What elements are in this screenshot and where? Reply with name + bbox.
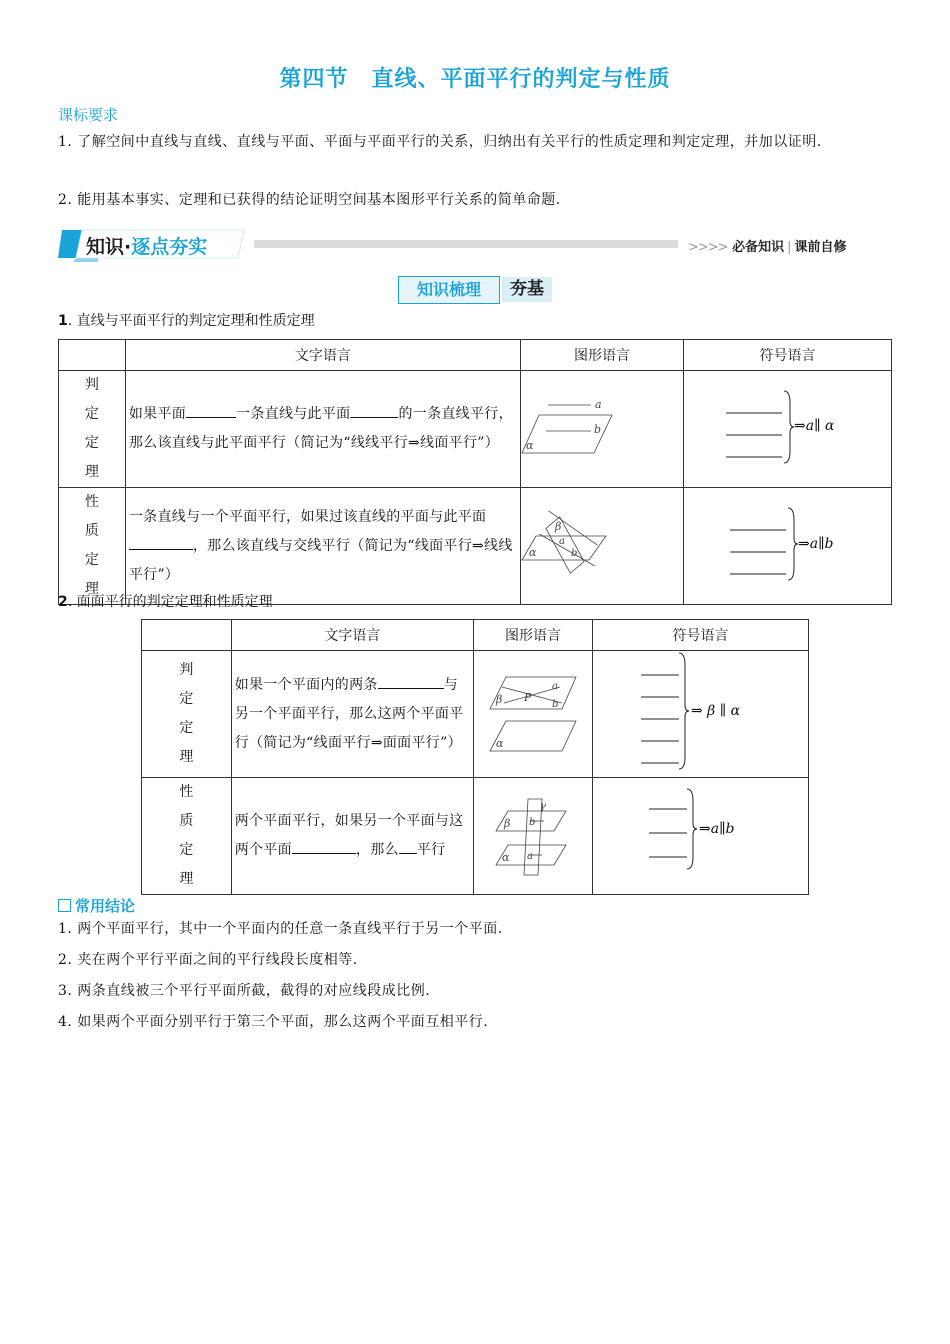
figure-line-plane-property (521, 492, 681, 596)
sub-banner (398, 276, 558, 304)
table-plane-plane (141, 619, 809, 895)
banner-label-b: 逐点夯实 (131, 236, 208, 258)
requirements-heading: 课标要求 (58, 106, 119, 124)
row-label (59, 371, 126, 488)
row-symbol (683, 488, 891, 605)
symbol-block (684, 375, 890, 479)
row-label-text: 判 定 定 理 (84, 377, 99, 480)
banner-label-a: 知识 (86, 236, 125, 258)
section1-heading-num: 1 (58, 313, 68, 329)
figure-label-b: b (571, 548, 578, 559)
symbol-conclusion: ⇒a∥b (797, 536, 834, 552)
row-figure (521, 488, 684, 605)
header-figure-lang: 图形语言 (521, 340, 684, 371)
conclusion-item: 3. 两条直线被三个平行平面所截，截得的对应线段成比例. (58, 983, 431, 999)
conclusion-item: 2. 夹在两个平行平面之间的平行线段长度相等. (58, 952, 358, 968)
figure-label-alpha: α (495, 737, 504, 750)
conclusion-item: 4. 如果两个平面分别平行于第三个平面，那么这两个平面互相平行. (58, 1014, 489, 1030)
figure-label-P: P (523, 691, 532, 704)
section2-heading (58, 591, 273, 611)
table-line-plane (58, 339, 892, 605)
conclusions-heading-text: 常用结论 (75, 897, 136, 915)
fill-blank[interactable] (350, 403, 398, 418)
header-symbol-lang: 符号语言 (683, 340, 891, 371)
figure-label-b: b (528, 817, 536, 828)
text-part: 如果平面 (128, 406, 187, 422)
fill-blank[interactable] (186, 403, 236, 418)
figure-label-a: a (551, 681, 558, 692)
table-corner (142, 620, 232, 651)
symbol-block (593, 651, 807, 773)
section2-heading-num: 2 (58, 594, 68, 610)
conclusion-item: 1. 两个平面平行，其中一个平面内的任意一条直线平行于另一个平面. (58, 921, 503, 937)
figure-label-gamma: γ (539, 801, 546, 812)
banner-right-b: 课前自修 (794, 240, 847, 255)
table-corner (59, 340, 126, 371)
banner-label (86, 232, 207, 259)
symbol-conclusion: ⇒a∥b (698, 821, 735, 837)
row-label-text: 判 定 定 理 (179, 662, 194, 765)
text-part: 与另一个平面平行，那么这两个平面平行（简记为“线面平行⇒面面平行”） (234, 676, 464, 751)
row-label (142, 778, 232, 895)
text-part: 平行 (416, 842, 446, 858)
figure-label-b: b (551, 699, 559, 710)
figure-label-a: a (559, 536, 565, 547)
row-text (231, 778, 473, 895)
row-symbol (592, 778, 808, 895)
section2-heading-text: . 面面平行的判定定理和性质定理 (67, 594, 273, 610)
row-text (231, 651, 473, 778)
row-figure (473, 651, 592, 778)
section1-heading (58, 310, 315, 330)
row-symbol (683, 371, 891, 488)
text-part: ，那么该直线与交线平行（简记为“线面平行⇒线线平行”） (128, 537, 513, 583)
figure-label-b: b (594, 423, 602, 436)
fill-blank[interactable] (129, 535, 193, 550)
sub-banner-boxed: 知识梳理 (398, 276, 500, 304)
symbol-block (684, 492, 890, 596)
figure-label-beta: β (495, 693, 503, 706)
figure-label-alpha: α (529, 546, 537, 559)
header-symbol-lang: 符号语言 (592, 620, 808, 651)
row-label-text: 性 质 定 理 (179, 784, 194, 887)
fill-blank[interactable] (292, 839, 356, 854)
figure-line-plane-judge (521, 375, 681, 479)
figure-label-a: a (595, 398, 602, 411)
fill-blank[interactable] (399, 839, 417, 854)
row-label (59, 488, 126, 605)
row-text (125, 371, 520, 488)
banner-arrows: >>>> (688, 240, 728, 255)
figure-label-beta: β (555, 520, 562, 533)
text-part: 一条直线与此平面 (236, 406, 351, 422)
figure-label-alpha: α (501, 851, 510, 864)
banner-right-sep: | (787, 240, 792, 255)
banner-label-dot: · (124, 236, 132, 258)
text-part: 的一条直线平行，那么该直线与此平面平行（简记为“线线平行⇒线面平行”） (128, 406, 513, 451)
conclusions-heading (58, 895, 135, 916)
banner-bar (254, 240, 678, 248)
symbol-conclusion: ⇒a∥ α (793, 418, 835, 434)
requirement-item: 1. 了解空间中直线与直线、直线与平面、平面与平面平行的关系，归纳出有关平行的性质定理和判定定理，并加以证明. (58, 134, 822, 150)
section1-heading-text: . 直线与平面平行的判定定理和性质定理 (67, 313, 315, 329)
row-text (125, 488, 520, 605)
requirement-item: 2. 能用基本事实、定理和已获得的结论证明空间基本图形平行关系的简单命题. (58, 192, 561, 208)
square-icon (58, 899, 71, 912)
page-title: 第四节 直线、平面平行的判定与性质 (279, 67, 671, 92)
banner-right-a: 必备知识 (732, 240, 785, 255)
row-symbol (592, 651, 808, 778)
figure-label-alpha: α (526, 439, 534, 452)
text-part: 两个平面平行，如果另一个平面与这两个平面 (234, 813, 464, 858)
header-figure-lang: 图形语言 (473, 620, 592, 651)
symbol-block (593, 781, 807, 887)
sub-banner-rest: 夯基 (502, 277, 552, 302)
text-part: 如果一个平面内的两条 (234, 676, 378, 693)
header-text-lang: 文字语言 (125, 340, 520, 371)
figure-label-a: a (526, 851, 533, 862)
row-label (142, 651, 232, 778)
fill-blank[interactable] (378, 674, 444, 689)
row-figure (521, 371, 684, 488)
row-figure (473, 778, 592, 895)
figure-label-beta: β (503, 817, 511, 830)
row-label-text: 性 质 定 理 (84, 494, 99, 597)
banner-right (688, 236, 847, 255)
text-part: ，那么 (355, 842, 399, 858)
text-part: 一条直线与一个平面平行，如果过该直线的平面与此平面 (128, 508, 487, 525)
figure-plane-plane-judge (474, 651, 592, 773)
figure-plane-plane-property (474, 781, 592, 887)
header-text-lang: 文字语言 (231, 620, 473, 651)
section-banner (58, 228, 858, 264)
symbol-conclusion: ⇒ β ∥ α (690, 703, 741, 719)
